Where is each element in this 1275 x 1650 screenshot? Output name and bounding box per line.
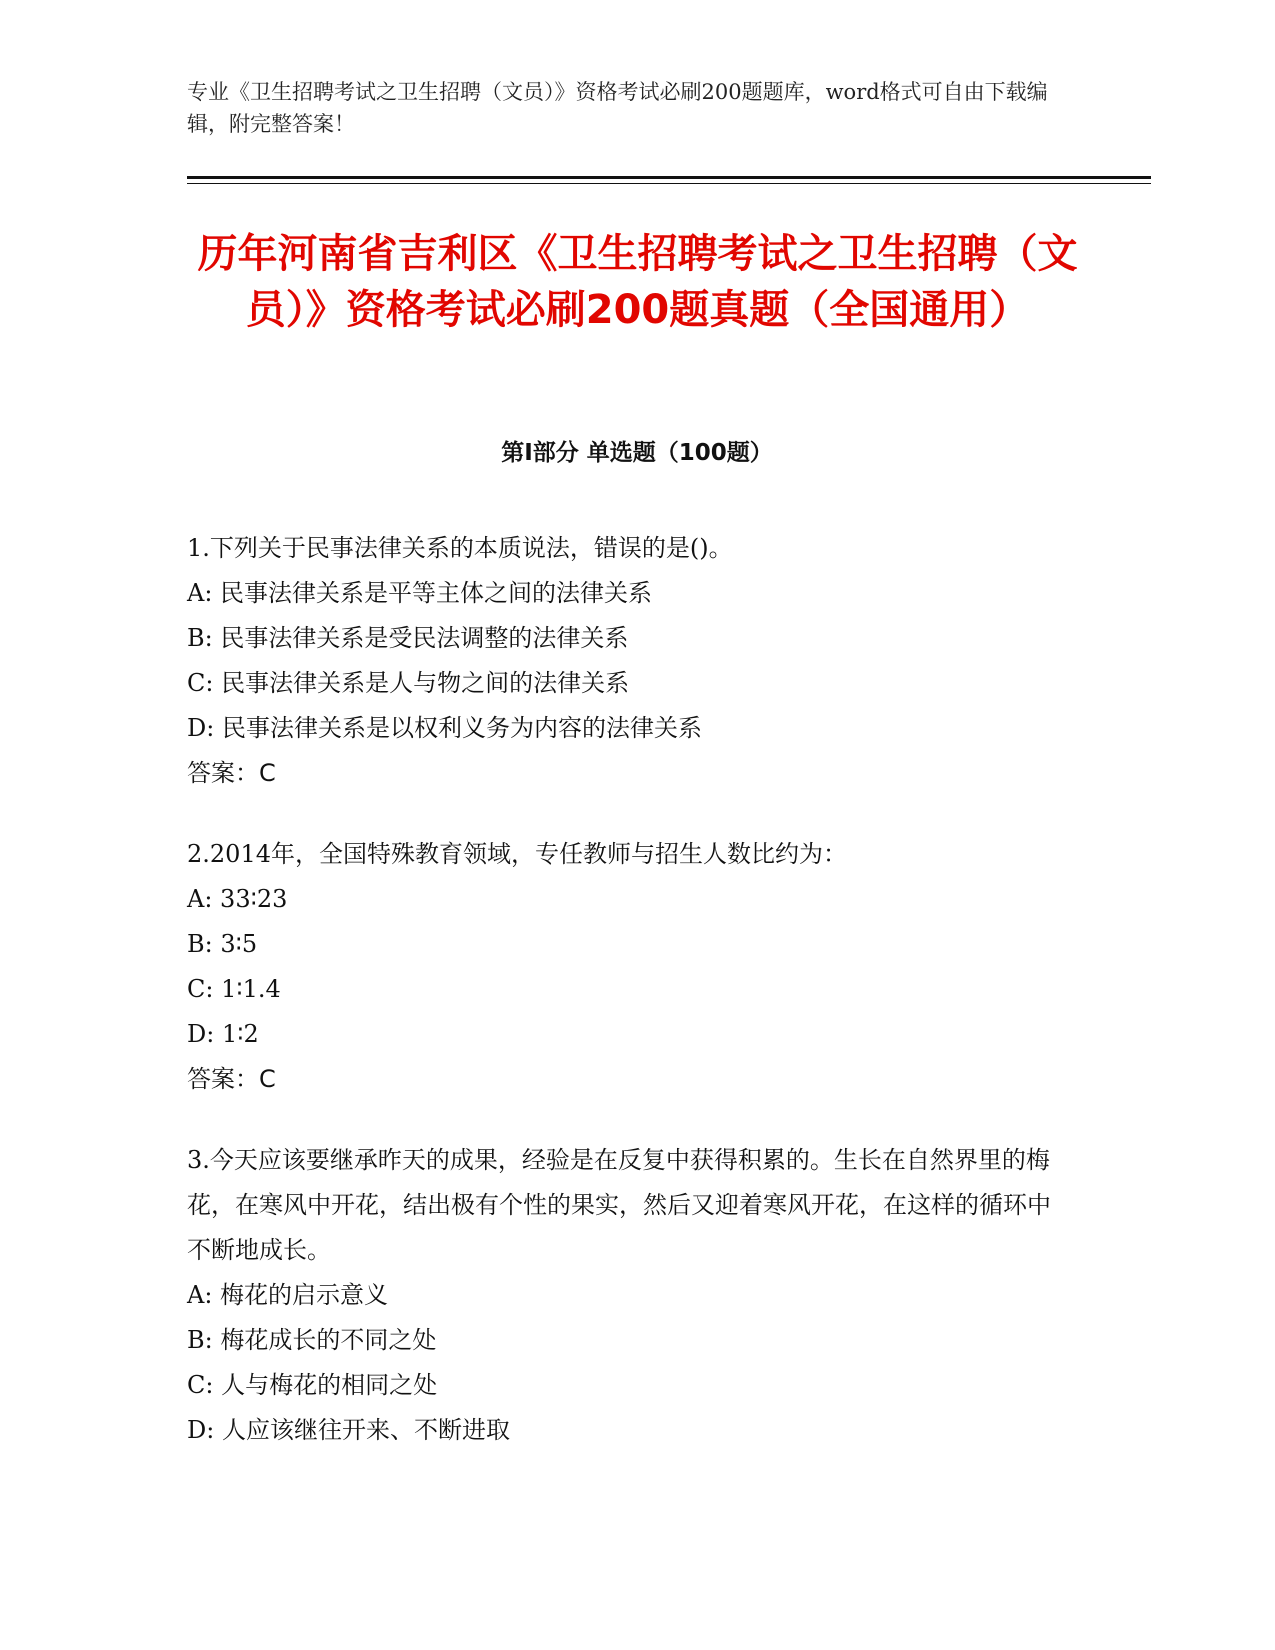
header-rule-thick xyxy=(187,176,1151,179)
option-d: D: 民事法律关系是以权利义务为内容的法律关系 xyxy=(187,714,702,742)
option-a: A: 民事法律关系是平等主体之间的法律关系 xyxy=(187,579,653,607)
option-d: D: 人应该继往开来、不断进取 xyxy=(187,1416,510,1444)
option-c: C: 人与梅花的相同之处 xyxy=(187,1371,438,1399)
question-list xyxy=(187,526,1067,1489)
question-stem: 3.今天应该要继承昨天的成果，经验是在反复中获得积累的。生长在自然界里的梅花，在寒风中开花，结出极有个性的果实，然后又迎着寒风开花，在这样的循环中不断地成长。 xyxy=(187,1146,1051,1264)
question-1 xyxy=(187,526,1067,796)
question-3 xyxy=(187,1138,1067,1453)
option-c: C: 1∶1.4 xyxy=(187,975,281,1003)
option-d: D: 1∶2 xyxy=(187,1020,259,1048)
option-a: A: 梅花的启示意义 xyxy=(187,1281,389,1309)
option-c: C: 民事法律关系是人与物之间的法律关系 xyxy=(187,669,630,697)
option-b: B: 民事法律关系是受民法调整的法律关系 xyxy=(187,624,629,652)
header-rule-thin xyxy=(187,183,1151,184)
answer: 答案：C xyxy=(187,1065,276,1093)
section-title: 第Ⅰ部分 单选题（100题） xyxy=(501,440,773,466)
document-title: 历年河南省吉利区《卫生招聘考试之卫生招聘（文员）》资格考试必刷200题真题（全国通用） xyxy=(197,231,1078,333)
question-stem: 2.2014年，全国特殊教育领域，专任教师与招生人数比约为： xyxy=(187,840,847,868)
option-a: A: 33∶23 xyxy=(187,885,288,913)
answer: 答案：C xyxy=(187,759,276,787)
question-stem: 1.下列关于民事法律关系的本质说法，错误的是()。 xyxy=(187,534,733,562)
option-b: B: 梅花成长的不同之处 xyxy=(187,1326,437,1354)
question-2 xyxy=(187,832,1067,1102)
option-b: B: 3∶5 xyxy=(187,930,258,958)
header-note: 专业《卫生招聘考试之卫生招聘（文员）》资格考试必刷200题题库，word格式可自由下载编辑，附完整答案！ xyxy=(187,80,1048,136)
